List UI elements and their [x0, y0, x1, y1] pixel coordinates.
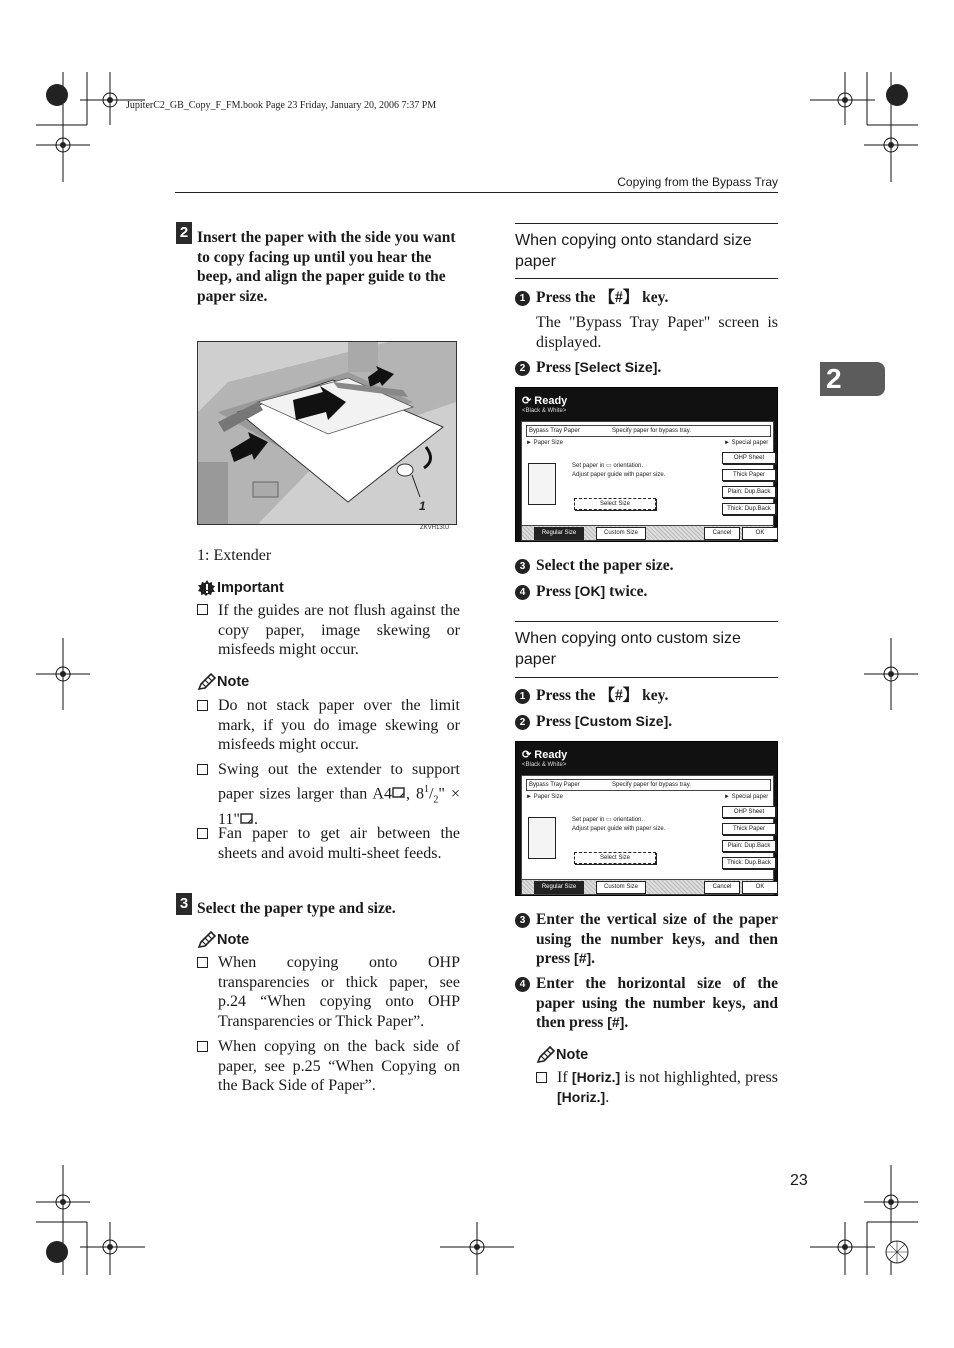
note-1-item-2: Swing out the extender to support paper sizes larger than A4 , $8^1/_2$" × 11" . — [218, 761, 460, 828]
ohp-sheet-button[interactable]: OHP Sheet — [722, 452, 776, 464]
step-2-text: Insert the paper with the side you want to copy facing up until you hear the beep, and align the paper guide to the paper size. — [197, 229, 456, 305]
illustration-code: ZKVH130J — [420, 525, 450, 531]
ohp-sheet-button[interactable]: OHP Sheet — [722, 806, 776, 818]
section-2-step-3: Enter the vertical size of the paper using the number keys, and then press [#]. — [536, 911, 778, 967]
substep-2b-marker: 2 — [515, 715, 530, 730]
select-size-button[interactable]: Select Size — [574, 498, 656, 510]
ok-button[interactable]: OK — [742, 527, 778, 540]
substep-1b-marker: 1 — [515, 689, 530, 704]
note-1-item-3: Fan paper to get air between the sheets and avoid multi-sheet feeds. — [218, 825, 460, 862]
status-label: ⟳ Ready — [522, 749, 568, 761]
running-head: Copying from the Bypass Tray — [617, 175, 778, 189]
note-3-item: If [Horiz.] is not highlighted, press [Horiz.]. — [557, 1069, 778, 1106]
note-1-label: Note — [217, 674, 250, 690]
page-number: 23 — [790, 1172, 808, 1189]
step-3-text: Select the paper type and size. — [197, 900, 396, 917]
substep-3b-marker: 3 — [515, 913, 530, 928]
plain-dup-back-button[interactable]: Plain: Dup.Back — [722, 840, 776, 852]
plain-dup-back-button[interactable]: Plain: Dup.Back — [722, 486, 776, 498]
important-item-1: If the guides are not flush against the copy paper, image skewing or misfeeds might occur. — [218, 602, 460, 658]
regular-size-tab[interactable]: Regular Size — [534, 527, 584, 540]
section-1-step-4: Press [OK] twice. — [536, 583, 648, 600]
cancel-button[interactable]: Cancel — [704, 527, 740, 540]
screen-panel: Bypass Tray Paper Specify paper for bypass tray. ► Paper Size ► Special paper Set paper in ▭ orientation. Adjust paper guide with paper size. Select Size OHP Sheet Thick Paper Plain: Dup.Back Thick: Dup.Back — [521, 775, 774, 881]
section-1-step-1: Press the 【#】 key. — [536, 289, 669, 306]
section-2-step-1: Press the 【#】 key. — [536, 687, 669, 704]
regular-size-tab[interactable]: Regular Size — [534, 881, 584, 894]
note-1-item-1: Do not stack paper over the limit mark, if you do image skewing or misfeeds might occur. — [218, 697, 460, 753]
section-2-title: When copying onto custom size paper — [515, 630, 741, 668]
important-label: Important — [217, 580, 284, 596]
substep-4-marker: 4 — [515, 585, 530, 600]
substep-4b-marker: 4 — [515, 977, 530, 992]
section-1-step-1-desc: The "Bypass Tray Paper" screen is displayed. — [536, 314, 778, 351]
status-label: ⟳ Ready — [522, 395, 568, 407]
section-2-step-4: Enter the horizontal size of the paper using the number keys, and then press [#]. — [536, 975, 778, 1031]
note-2-item-1: When copying onto OHP transparencies or thick paper, see p.24 “When copying onto OHP Transparencies or Thick Paper”. — [218, 954, 460, 1030]
section-1-title: When copying onto standard size paper — [515, 232, 752, 270]
thick-dup-back-button[interactable]: Thick: Dup.Back — [722, 503, 776, 515]
cancel-button[interactable]: Cancel — [704, 881, 740, 894]
thick-dup-back-button[interactable]: Thick: Dup.Back — [722, 857, 776, 869]
note-2-item-2: When copying on the back side of paper, see p.25 “When Copying on the Back Side of Paper”. — [218, 1038, 460, 1094]
note-3-label: Note — [556, 1047, 589, 1063]
section-1-step-3: Select the paper size. — [536, 557, 674, 574]
substep-2-marker: 2 — [515, 361, 530, 376]
thick-paper-button[interactable]: Thick Paper — [722, 469, 776, 481]
thick-paper-button[interactable]: Thick Paper — [722, 823, 776, 835]
callout-1: 1 — [419, 499, 426, 513]
screen-title-box: Bypass Tray Paper Specify paper for bypass tray. — [526, 779, 771, 791]
section-1-step-2: Press [Select Size]. — [536, 359, 662, 376]
screen-title-box: Bypass Tray Paper Specify paper for bypass tray. — [526, 425, 771, 437]
screen-panel: Bypass Tray Paper Specify paper for bypass tray. ► Paper Size ► Special paper Set paper in ▭ orientation. Adjust paper guide with paper size. Select Size OHP Sheet Thick Paper Plain: Dup.Back Thick: Dup.Back — [521, 421, 774, 527]
mode-label: <Black & White> — [522, 408, 567, 414]
extender-caption: 1: Extender — [197, 547, 272, 564]
chapter-tab: 2 — [820, 362, 885, 396]
note-2-label: Note — [217, 932, 250, 948]
ok-button[interactable]: OK — [742, 881, 778, 894]
step-3-marker: 3 — [176, 893, 192, 915]
substep-3-marker: 3 — [515, 559, 530, 574]
step-2-marker: 2 — [176, 222, 192, 244]
custom-size-tab[interactable]: Custom Size — [596, 881, 646, 894]
book-info: JupiterC2_GB_Copy_F_FM.book Page 23 Friday, January 20, 2006 7:37 PM — [126, 100, 437, 111]
custom-size-tab[interactable]: Custom Size — [596, 527, 646, 540]
mode-label: <Black & White> — [522, 762, 567, 768]
substep-1-marker: 1 — [515, 291, 530, 306]
section-2-step-2: Press [Custom Size]. — [536, 713, 673, 730]
select-size-button[interactable]: Select Size — [574, 852, 656, 864]
